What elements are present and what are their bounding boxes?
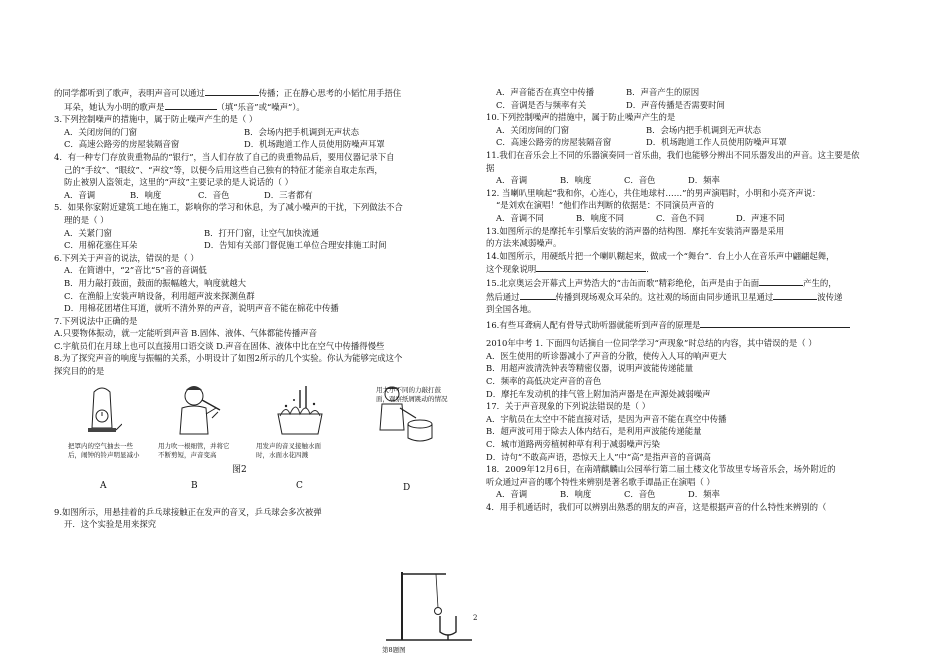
q1-2010-option-c: C．频率的高低决定声音的音色 xyxy=(486,376,602,387)
q15-stem-2: 然后通过 传播到现场观众耳朵的。这社观的场面由同步通讯卫星通过 波传递 xyxy=(486,291,843,302)
q4-options: A．音调 B．响度 C．音色 D．三者都有 xyxy=(64,189,313,200)
q17-stem: 17．关于声音现象的下列说法错误的是（ ） xyxy=(486,401,651,412)
q5-stem-1: 5．如果你家附近建筑工地在施工，影响你的学习和休息，为了减小噪声的干扰，下列做法不合 xyxy=(54,202,403,213)
q8-stem-1: 8.为了探究声音的响度与振幅的关系，小明设计了如图2所示的几个实验。你认为能够完成这个 xyxy=(54,353,403,364)
q18-stem-2: 听众通过声音的哪个特性来辨别是著名歌手谭晶正在演唱（ ） xyxy=(486,476,715,487)
q15-stem-1: 15.北京奥运会开幕式上声势浩大的“击缶而歌”精彩绝伦，缶声是由于缶面 产生的， xyxy=(486,277,837,288)
q7-stem: 7.下列说法中正确的是 xyxy=(54,315,138,326)
q4-stem-3: 防止被别人盗领走，这里的“声纹”主要记录的是人说话的（ ） xyxy=(64,177,293,188)
q3-options-row1: A．关闭房间的门窗 B．会场内把手机调到无声状态 xyxy=(64,126,360,137)
figure-2 xyxy=(54,384,472,506)
q6-stem: 6.下列关于声音的说法，错误的是（ ） xyxy=(54,252,199,263)
q18-options: A．音调 B．响度 C．音色 D．频率 xyxy=(496,489,720,500)
fig-a-label: A xyxy=(100,480,107,491)
pendulum-tuning-fork-illustration xyxy=(378,568,478,644)
q5-options-row2: C．用棉花塞住耳朵 D．告知有关部门督促施工单位合理安排施工时间 xyxy=(64,240,387,251)
q1-2010-option-b: B．用超声波清洗钟表等精密仪器，说明声波能传递能量 xyxy=(486,363,694,374)
person-blowing-tube-illustration xyxy=(172,384,222,440)
q12-stem-1: 12. 当喇叭里响起“我和你，心连心，共住地球村……”的男声演唱时，小明和小亮齐声说： xyxy=(486,187,821,198)
q7-options-ab: A.只要物体振动，就一定能听到声音 B.固体、液体、气体都能传播声音 xyxy=(54,328,318,339)
q4-stem-1: 4．有一种专门存放贵重物品的“银行”，当人们存放了自己的贵重物品后，要用仪器记录下自 xyxy=(54,151,395,162)
right-column xyxy=(486,86,886,514)
figure-2-title: 图2 xyxy=(232,464,247,475)
q9-figure xyxy=(378,578,488,666)
q18-stem-1: 18．2009年12月6日，在南靖麒麟山公园举行第二届土楼文化节故里专场音乐会，场外附近的 xyxy=(486,464,836,475)
fig-b-label: B xyxy=(191,480,198,491)
q3-options-row2: C．高速公路旁的房屋装隔音窗 D．机场跑道工作人员使用防噪声耳罩 xyxy=(64,139,385,150)
q2-line2: 耳朵，她认为小明的歌声是 （填“乐音”或“噪声”）。 xyxy=(64,101,305,112)
fig-d-caption: 用大小不同的力敲打鼓面，观察纸屑跳动的情况 xyxy=(376,385,448,403)
q11-stem-1: 11.我们在音乐会上不同的乐器演奏同一首乐曲，我们也能够分辨出不同乐器发出的声音。这主要是依 xyxy=(486,149,860,160)
q13-stem-2: 的方法来减弱噪声。 xyxy=(486,238,562,249)
bell-jar-illustration xyxy=(82,384,122,440)
q5-stem-2: 理的是（ ） xyxy=(64,214,109,225)
fig-d-label: D xyxy=(403,482,411,493)
fig-a-caption: 把罩内的空气抽去一些后，闹钟的铃声明显减小 xyxy=(68,441,140,459)
q10-options-row2: C．高速公路旁的房屋装隔音窗 D．机场跑道工作人员使用防噪声耳罩 xyxy=(496,137,787,148)
q11-options: A．音调 B．响度 C．音色 D．频率 xyxy=(496,175,720,186)
q9-stem-2: 开．这个实验是用来探究 xyxy=(64,519,157,530)
q1-2010-stem: 2010年中考 1. 下面四句话摘自一位同学学习“声现象”时总结的内容，其中错误的是（ ） xyxy=(486,338,817,349)
q6-option-b: B．用力敲打鼓面，鼓面的振幅越大，响度就越大 xyxy=(64,277,247,288)
fig-b-caption: 用力吹一根细管，并将它不断剪短，声音变高 xyxy=(158,441,230,459)
q5-options-row1: A．关紧门窗 B．打开门窗，让空气加快流通 xyxy=(64,227,320,238)
q14-stem-2: 这个现象说明 ． xyxy=(486,264,655,275)
q6-option-c: C．在渔船上安装声呐设备，利用超声波来探测鱼群 xyxy=(64,290,255,301)
q12-options: A．音调不同 B．响度不同 C．音色不同 D．声速不同 xyxy=(496,212,785,223)
q17-option-d: D．诗句“不敢高声语，恐惊天上人”中“高”是指声音的音调高 xyxy=(486,451,711,462)
q13-stem-1: 13.如图所示的是摩托车引擎后安装的消声器的结构图．摩托车安装消声器是采用 xyxy=(486,225,785,236)
fig-c-caption: 用发声的音叉接触水面时，水面水花四溅 xyxy=(256,441,321,459)
q17-option-b: B．超声波可用于除去人体内结石，是利用声波能传递能量 xyxy=(486,426,702,437)
page-number: 2 xyxy=(473,614,478,622)
left-column xyxy=(54,86,472,531)
q4b-stem: 4．用手机通话时，我们可以辨别出熟悉的朋友的声音，这是根据声音的什么特性来辨别的（ xyxy=(486,502,827,512)
tuning-fork-water-illustration xyxy=(272,384,328,440)
q9-options-row2: C．音调是否与频率有关 D．声音传播是否需要时间 xyxy=(496,99,725,110)
q8-stem-2: 探究目的的是 xyxy=(54,366,105,377)
q4-stem-2: 己的“手纹”、“眼纹”、“声纹”等，以便今后用这些自己独有的特征才能亲自取走东西， xyxy=(64,164,383,175)
fig9-caption: 第8题图 xyxy=(382,646,406,654)
q11-stem-2: 据 xyxy=(486,162,495,173)
q6-option-d: D．用棉花团堵住耳道，就听不清外界的声音，说明声音不能在棉花中传播 xyxy=(64,303,339,314)
q16-stem: 16.有些耳聋病人配有骨导式助听器就能听到声音的原理是 xyxy=(486,318,886,332)
q1-2010-option-d: D．摩托车发动机的排气管上附加消声器是在声源处减弱噪声 xyxy=(486,388,711,399)
q15-stem-3: 到全国各地。 xyxy=(486,304,537,315)
q10-options-row1: A．关闭房间的门窗 B．会场内把手机调到无声状态 xyxy=(496,124,762,135)
q10-stem: 10.下列控制噪声的措施中，属于防止噪声产生的是 xyxy=(486,112,676,123)
q17-option-c: C．城市道路两旁植树种草有利于减弱噪声污染 xyxy=(486,439,660,450)
q7-options-cd: C.宇航员们在月球上也可以直接用口语交谈 D.声音在固体、液体中比在空气中传播得慢些 xyxy=(54,340,385,351)
q6-option-a: A．在简谱中，“2”音比“5”音的音调低 xyxy=(64,265,207,276)
q9-stem-1: 9.如图所示，用悬挂着的乒乓球接触正在发声的音叉，乒乓球会多次被弹 xyxy=(54,506,322,517)
q3-stem: 3.下列控制噪声的措施中，属于防止噪声产生的是（ ） xyxy=(54,114,258,125)
q12-stem-2: “是刘欢在演唱！”他们作出判断的依据是：不同演员声音的 xyxy=(496,200,714,211)
q14-stem-1: 14.如图所示，用硬纸片把一个喇叭糊起来，做成一个“舞台”．台上小人在音乐声中翩翩起舞， xyxy=(486,250,835,261)
fig-c-label: C xyxy=(296,480,303,491)
q1-2010-option-a: A．医生使用的听诊器减小了声音的分散，使传入人耳的响声更大 xyxy=(486,350,727,361)
q2-line1: 的同学都听到了歌声，表明声音可以通过 传播；正在静心思考的小韬忙用手捂住 xyxy=(54,88,402,98)
q17-option-a: A．宇航员在太空中不能直接对话，是因为声音不能在真空中传播 xyxy=(486,413,727,424)
q9-options-row1: A．声音能否在真空中传播 B．声音产生的原因 xyxy=(496,87,700,97)
